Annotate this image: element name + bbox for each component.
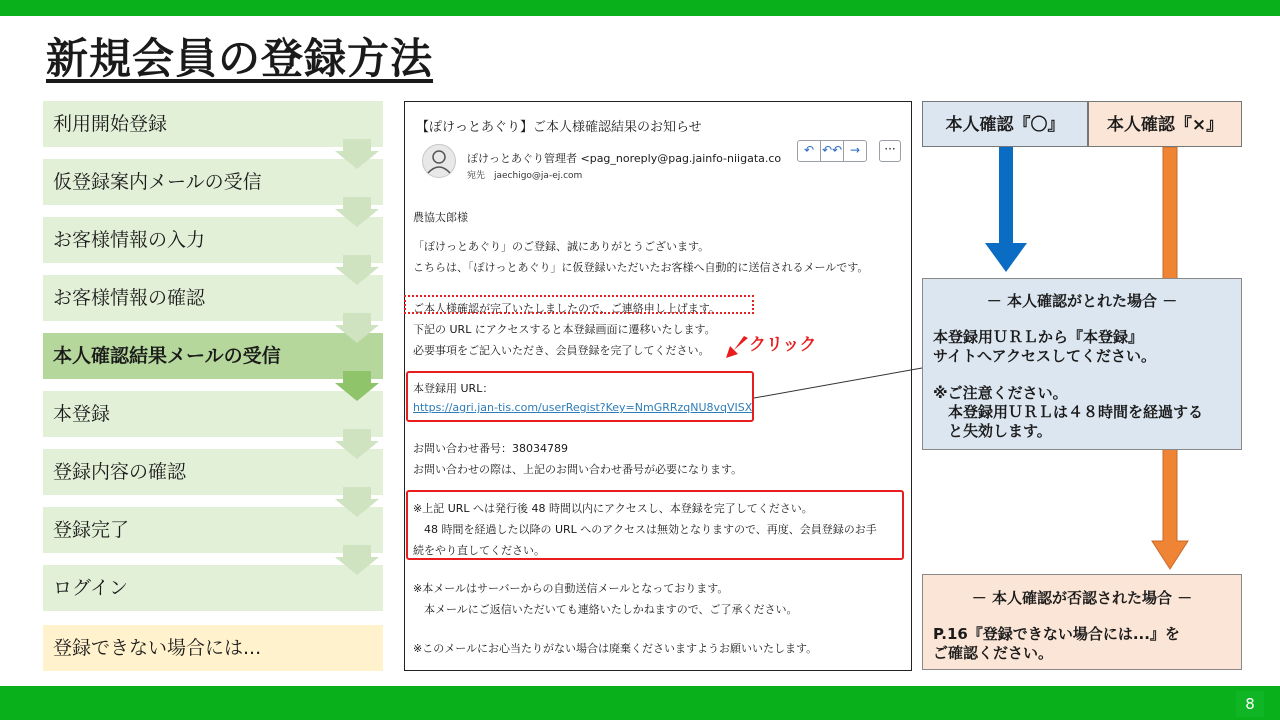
info-text: と失効します。 bbox=[933, 422, 1052, 440]
email-line: 「ぽけっとあぐり」のご登録、誠にありがとうございます。 bbox=[413, 240, 710, 253]
email-line: 必要事項をご記入いただき、会員登録を完了してください。 bbox=[413, 344, 710, 357]
info-rejected-box bbox=[922, 574, 1242, 670]
email-note: 続をやり直してください。 bbox=[413, 544, 545, 557]
forward-icon[interactable]: → bbox=[849, 143, 861, 157]
step-down-arrow-icon bbox=[335, 487, 379, 517]
highlight-confirmation-dotted bbox=[404, 295, 754, 314]
info-verified-title: － 本人確認がとれた場合 － bbox=[986, 292, 1178, 310]
email-line: 本メールにご返信いただいても連絡いたしかねますので、ご了承ください。 bbox=[413, 603, 798, 616]
blue-down-arrow-icon bbox=[985, 147, 1027, 273]
reply-all-icon[interactable]: ↶↶ bbox=[821, 141, 844, 161]
page-title: 新規会員の登録方法 bbox=[46, 34, 434, 83]
header-verified: 本人確認『〇』 bbox=[922, 101, 1088, 147]
email-subject: 【ぽけっとあぐり】ご本人様確認結果のお知らせ bbox=[416, 120, 702, 135]
step-down-arrow-icon bbox=[335, 139, 379, 169]
highlight-expiry-note-box bbox=[406, 490, 904, 560]
info-text: 本登録用ＵＲＬは４８時間を経過する bbox=[933, 403, 1204, 421]
page-number: 8 bbox=[1236, 691, 1264, 717]
email-line: ※このメールにお心当たりがない場合は廃棄くださいますようお願いいたします。 bbox=[413, 642, 818, 655]
email-line: ご本人様確認が完了いたしましたので、ご連絡申し上げます。 bbox=[413, 302, 720, 315]
step-item: 利用開始登録 bbox=[43, 101, 383, 147]
email-sender: ぽけっとあぐり管理者 <pag_noreply@pag.jainfo-niigata.co bbox=[467, 152, 782, 165]
step-item: ログイン bbox=[43, 565, 383, 611]
email-note: 48 時間を経過した以降の URL へのアクセスは無効となりますので、再度、会員登録のお手 bbox=[413, 523, 877, 536]
email-note: ※上記 URL へは発行後 48 時間以内にアクセスし、本登録を完了してください。 bbox=[413, 502, 813, 515]
info-verified-box bbox=[922, 278, 1242, 450]
email-greeting: 農協太郎様 bbox=[413, 211, 468, 224]
url-label: 本登録用 URL： bbox=[413, 382, 494, 395]
registration-url-link[interactable]: https://agri.jan-tis.com/userRegist?Key=NmGRRzqNU8vqVISX bbox=[413, 401, 753, 414]
info-text: ※ご注意ください。 bbox=[933, 384, 1068, 402]
step-down-arrow-icon bbox=[335, 313, 379, 343]
bottom-bar bbox=[0, 686, 1280, 720]
step-down-arrow-icon bbox=[335, 371, 379, 401]
header-rejected: 本人確認『×』 bbox=[1088, 101, 1242, 147]
email-line: お問い合わせの際は、上記のお問い合わせ番号が必要になります。 bbox=[413, 463, 743, 476]
step-down-arrow-icon bbox=[335, 545, 379, 575]
click-label: クリック bbox=[749, 335, 817, 355]
reply-button-group bbox=[797, 140, 867, 162]
step-item: 本登録 bbox=[43, 391, 383, 437]
step-item: 登録完了 bbox=[43, 507, 383, 553]
email-line: こちらは、「ぽけっとあぐり」に仮登録いただいたお客様へ自動的に送信されるメールです。 bbox=[413, 261, 869, 274]
sender-avatar-icon bbox=[422, 144, 456, 178]
info-text: サイトへアクセスしてください。 bbox=[933, 347, 1157, 365]
step-item-cannot-register[interactable]: 登録できない場合には... bbox=[43, 625, 383, 671]
inquiry-number: お問い合わせ番号：38034789 bbox=[413, 442, 568, 455]
step-item: お客様情報の入力 bbox=[43, 217, 383, 263]
email-recipient: 宛先 jaechigo@ja-ej.com bbox=[467, 171, 583, 181]
top-bar bbox=[0, 0, 1280, 16]
click-pointer-arrow-icon bbox=[724, 336, 750, 360]
info-rejected-title: － 本人確認が否認された場合 － bbox=[971, 589, 1193, 607]
info-text: P.16『登録できない場合には...』を bbox=[933, 625, 1180, 643]
step-down-arrow-icon bbox=[335, 197, 379, 227]
email-line: ※本メールはサーバーからの自動送信メールとなっております。 bbox=[413, 582, 729, 595]
more-options-icon[interactable]: ··· bbox=[879, 140, 901, 162]
highlight-url-box bbox=[406, 371, 754, 422]
info-text: ご確認ください。 bbox=[933, 644, 1054, 662]
step-down-arrow-icon bbox=[335, 429, 379, 459]
step-down-arrow-icon bbox=[335, 255, 379, 285]
step-item: 仮登録案内メールの受信 bbox=[43, 159, 383, 205]
step-item-current: 本人確認結果メールの受信 bbox=[43, 333, 383, 379]
info-text: 本登録用ＵＲＬから『本登録』 bbox=[933, 328, 1144, 346]
step-item: 登録内容の確認 bbox=[43, 449, 383, 495]
reply-icon[interactable]: ↶ bbox=[798, 141, 821, 161]
email-line: 下記の URL にアクセスすると本登録画面に遷移いたします。 bbox=[413, 323, 716, 336]
step-item: お客様情報の確認 bbox=[43, 275, 383, 321]
